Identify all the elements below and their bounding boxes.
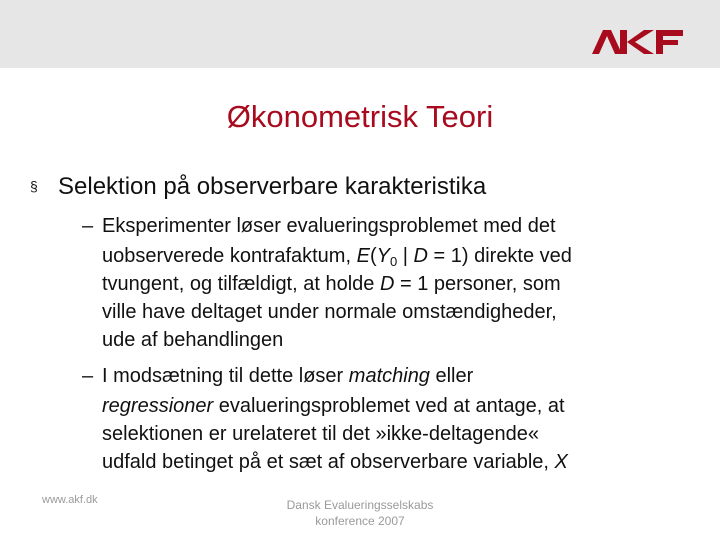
footer-conference-line2: konference 2007: [315, 514, 405, 528]
square-bullet-icon: §: [30, 178, 38, 194]
sub1-line5: ude af behandlingen: [102, 329, 284, 351]
slide-title: Økonometrisk Teori: [226, 99, 494, 134]
dash-bullet-icon: –: [82, 365, 94, 387]
footer-conference-line1: Dansk Evalueringsselskabs: [286, 498, 434, 512]
sub2-line2: regressioner evalueringsproblemet ved at antage, at: [102, 395, 565, 417]
sub1-line1: Eksperimenter løser evalueringsproblemet med det: [102, 215, 556, 237]
main-bullet-text: Selektion på observerbare karakteristika: [58, 173, 487, 200]
sub2-line3: selektionen er urelateret til det »ikke-deltagende«: [102, 423, 539, 445]
dash-bullet-icon: –: [82, 215, 94, 237]
footer-conference: [250, 497, 470, 529]
sub2-line1: I modsætning til dette løser matching eller: [102, 365, 474, 387]
footer-website: www.akf.dk: [42, 494, 98, 506]
header-band: [0, 0, 720, 68]
sub2-line4: udfald betinget på et sæt af observerbare variable, X: [102, 451, 568, 473]
sub1-line3: tvungent, og tilfældigt, at holde D = 1 personer, som: [102, 273, 561, 295]
sub1-line4: ville have deltaget under normale omstændigheder,: [102, 301, 557, 323]
sub1-line2: uobserverede kontrafaktum, $E(Y_0$ | D = 1) direkte ved: [102, 245, 572, 269]
akf-logo: [592, 30, 684, 54]
